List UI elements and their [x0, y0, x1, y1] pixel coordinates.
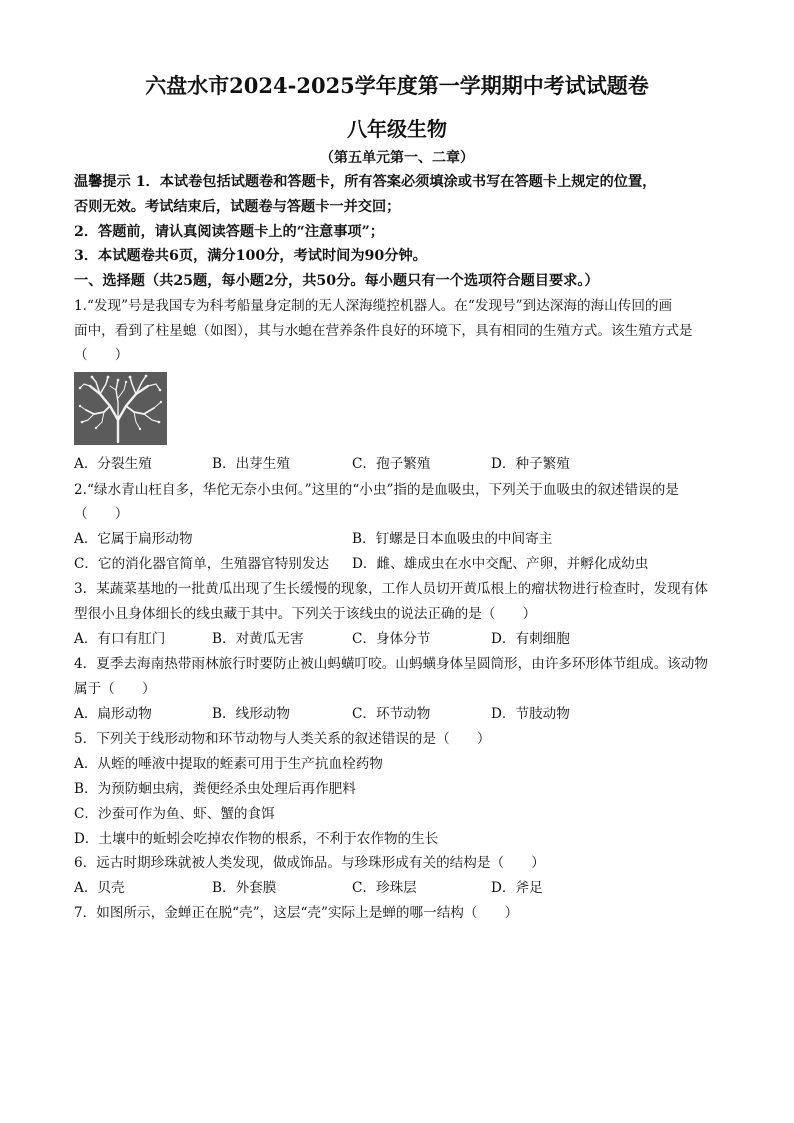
question-2-option-d: D．雌、雄成虫在水中交配、产卵，并孵化成幼虫: [352, 556, 649, 572]
question-2-option-c: C．它的消化器官简单，生殖器官特别发达: [74, 556, 330, 572]
question-1-option-a: A．分裂生殖: [74, 456, 152, 472]
question-3-option-a: A．有口有肛门: [74, 631, 166, 647]
question-4-option-d: D．节肢动物: [491, 706, 570, 722]
question-2-line-1: 2.“绿水青山枉自多，华佗无奈小虫何。”这里的“小虫”指的是血吸虫，下列关于血吸虫的叙述错误的是: [74, 482, 679, 498]
question-5-option-d: D．土壤中的蚯蚓会吃掉农作物的根系，不利于农作物的生长: [74, 831, 439, 847]
question-1-option-c: C．孢子繁殖: [352, 456, 431, 472]
question-6-option-a: A．贝壳: [74, 880, 125, 896]
question-4-option-c: C．环节动物: [352, 706, 431, 722]
question-7-line-1: 7．如图所示，金蝉正在脱“壳”，这层“壳”实际上是蝉的哪一结构（ ）: [74, 905, 519, 921]
question-2-option-b: B．钉螺是日本血吸虫的中间寄主: [352, 531, 553, 547]
question-3-option-b: B．对黄瓜无害: [212, 631, 304, 647]
section-heading: 一、选择题（共25题，每小题2分，共50分。每小题只有一个选项符合题目要求。）: [74, 273, 599, 289]
question-1-option-d: D．种子繁殖: [491, 456, 570, 472]
question-6-option-c: C．珍珠层: [352, 880, 417, 896]
question-4-option-a: A．扁形动物: [74, 706, 152, 722]
question-5-option-a: A．从蛭的唾液中提取的蛭素可用于生产抗血栓药物: [74, 756, 383, 772]
question-3-option-c: C．身体分节: [352, 631, 431, 647]
question-5-option-c: C．沙蚕可作为鱼、虾、蟹的食饵: [74, 806, 275, 822]
question-1-option-b: B．出芽生殖: [212, 456, 290, 472]
exam-subject: 八年级生物: [347, 117, 447, 141]
question-2-line-2: （ ）: [74, 506, 129, 522]
question-6-line-1: 6．远古时期珍珠就被人类发现，做成饰品。与珍珠形成有关的结构是（ ）: [74, 855, 545, 871]
question-3-line-2: 型很小且身体细长的线虫藏于其中。下列关于该线虫的说法正确的是（ ）: [74, 606, 537, 622]
question-1-line-2: 面中，看到了柱星螅（如图），其与水螅在营养条件良好的环境下，具有相同的生殖方式。该生殖方式是: [74, 323, 693, 339]
question-3-option-d: D．有刺细胞: [491, 631, 570, 647]
coral-hydroid-figure: [74, 372, 167, 445]
instruction-line-2: 否则无效。考试结束后，试题卷与答题卡一并交回；: [74, 199, 401, 215]
exam-title: 六盘水市2024-2025学年度第一学期期中考试试题卷: [145, 73, 649, 98]
question-4-line-2: 属于（ ）: [74, 681, 156, 697]
question-1-line-1: 1.“发现”号是我国专为科考船量身定制的无人深海缆控机器人。在“发现号”到达深海的海山传回的画: [74, 298, 673, 314]
question-2-option-a: A．它属于扁形动物: [74, 531, 193, 547]
instruction-line-4: 3．本试题卷共6页，满分100分，考试时间为90分钟。: [74, 248, 427, 264]
exam-scope: （第五单元第一、二章）: [320, 150, 474, 166]
question-6-option-b: B．外套膜: [212, 880, 277, 896]
instruction-line-3: 2．答题前，请认真阅读答题卡上的“注意事项”；: [74, 224, 384, 240]
question-4-line-1: 4．夏季去海南热带雨林旅行时要防止被山蚂蟥叮咬。山蚂蟥身体呈圆筒形，由许多环形体节组成。该动物: [74, 656, 708, 672]
question-4-option-b: B．线形动物: [212, 706, 290, 722]
question-5-option-b: B．为预防蛔虫病，粪便经杀虫处理后再作肥料: [74, 781, 356, 797]
question-6-option-d: D．斧足: [491, 880, 543, 896]
question-5-line-1: 5．下列关于线形动物和环节动物与人类关系的叙述错误的是（ ）: [74, 731, 491, 747]
instruction-line-1: 温馨提示 1．本试卷包括试题卷和答题卡，所有答案必须填涂或书写在答题卡上规定的位置，: [74, 174, 657, 190]
question-3-line-1: 3．某蔬菜基地的一批黄瓜出现了生长缓慢的现象，工作人员切开黄瓜根上的瘤状物进行检查时，发现有体: [74, 581, 708, 597]
question-1-line-3: （ ）: [74, 347, 129, 363]
